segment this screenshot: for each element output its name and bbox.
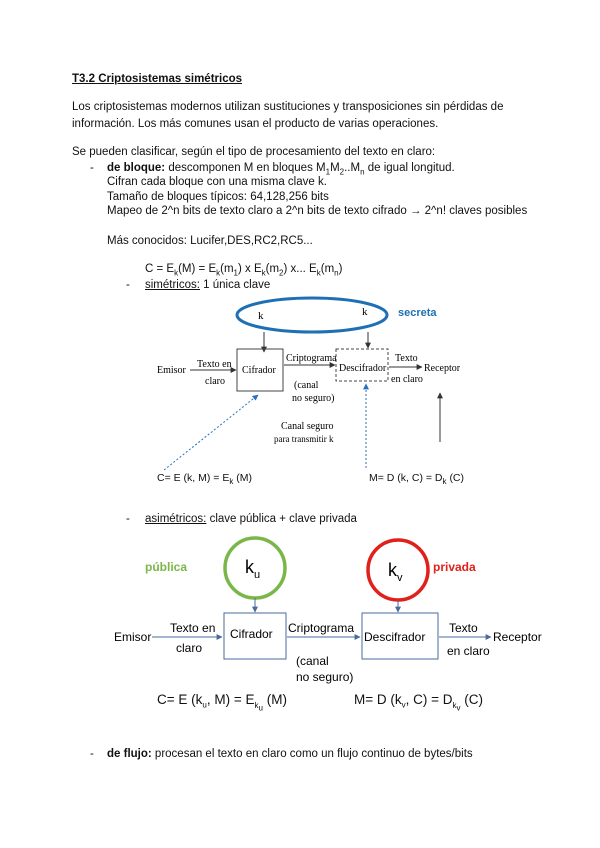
bullet-asimetricos: - [126,513,130,525]
flujo-line [107,748,473,760]
ku-label: $k_u$ [245,557,261,581]
a-cifrador-label: Cifrador [230,627,273,641]
privada-label: privada [433,560,476,574]
ku-circle [225,538,285,598]
bloque-formula: $C = E_k(M) = E_k(m_1)$ x $E_k(m_2)$ x... $E_k(m_n)$ [145,263,343,278]
key-left-label: k [258,310,264,322]
a-no-seguro-label: no seguro) [296,670,354,684]
a-emisor-label: Emisor [114,630,152,644]
bloque-label: de bloque: [107,162,166,174]
emisor-label: Emisor [157,365,186,376]
receptor-label: Receptor [424,363,461,374]
texto-en-label: Texto en [197,359,232,370]
canal-label: (canal [294,380,319,391]
sym-formula-c: C= E (k, $M) = E_k$ (M) [157,472,253,487]
asym-formula-c: C= E ($k_u$, $M) = E_{k_u}$ (M) [157,692,287,713]
cifrador-label: Cifrador [242,365,276,376]
a-texto-en-label: Texto en [170,621,216,635]
a-en-claro-label: en claro [447,644,490,658]
descifrador-label: Descifrador [339,363,387,374]
key-right-label: k [362,306,368,318]
para-transmitir-label: para transmitir k [274,434,334,444]
flujo-rest: procesan el texto en claro como un flujo continuo de bytes/bits [154,748,473,760]
bloque-line-2: Cifran cada bloque con una misma clave k. [107,176,327,188]
criptograma-label: Criptograma [286,353,337,364]
en-claro-label: en claro [391,374,423,385]
bullet-simetricos: - [126,279,130,291]
simetricos-label: simétricos: [145,279,200,291]
a-receptor-label: Receptor [493,630,542,644]
flujo-label: de flujo: [107,748,152,760]
secret-label: secreta [398,307,437,319]
kv-circle [368,540,428,600]
bloque-line1-tail: de igual longitud. [367,162,455,174]
intro-line-2: información. Los más comunes usan el producto de varias operaciones. [72,118,439,130]
bloque-line-1: de bloque: descomponen M en bloques $M_1M_2..M_n$ de igual longitud. [107,162,455,177]
bloque-line-3: Tamaño de bloques típicos: 64,128,256 bits [107,191,329,203]
publica-label: pública [145,560,188,574]
canal-seguro-label: Canal seguro [281,421,334,432]
bloque-line-4: Mapeo de 2^n bits de texto claro a 2^n bits de texto cifrado → 2^n! claves posibles [107,205,528,217]
texto-label: Texto [395,353,418,364]
bloque-line1-rest: descomponen M en bloques M [168,162,326,174]
a-claro-label: claro [176,641,203,655]
claro-label: claro [205,376,225,387]
sym-formula-m: M= D (k, $C) = D_k$ (C) [369,472,465,487]
page-title: T3.2 Criptosistemas simétricos [72,73,243,85]
a-descifrador-label: Descifrador [364,630,426,644]
no-seguro-label: no seguro) [292,393,335,404]
bullet-flujo: - [90,748,94,760]
a-criptograma-label: Criptograma [288,621,355,635]
a-texto-label: Texto [449,621,478,635]
asym-formula-m: M= D ($k_v$, $C) = D_{k_v}$ (C) [354,692,484,713]
asimetricos-label: asimétricos: [145,513,207,525]
asimetricos-rest: clave pública + clave privada [209,513,357,525]
intro-line-1: Los criptosistemas modernos utilizan sustituciones y transposiciones sin pérdidas de [72,101,504,113]
bloque-known: Más conocidos: Lucifer,DES,RC2,RC5... [107,235,313,247]
classify-text: Se pueden clasificar, según el tipo de procesamiento del texto en claro: [72,146,436,158]
kv-label: $k_v$ [388,560,403,584]
simetricos-rest: 1 única clave [203,279,271,291]
bullet-bloque: - [90,162,94,174]
a-canal-label: (canal [296,654,329,668]
